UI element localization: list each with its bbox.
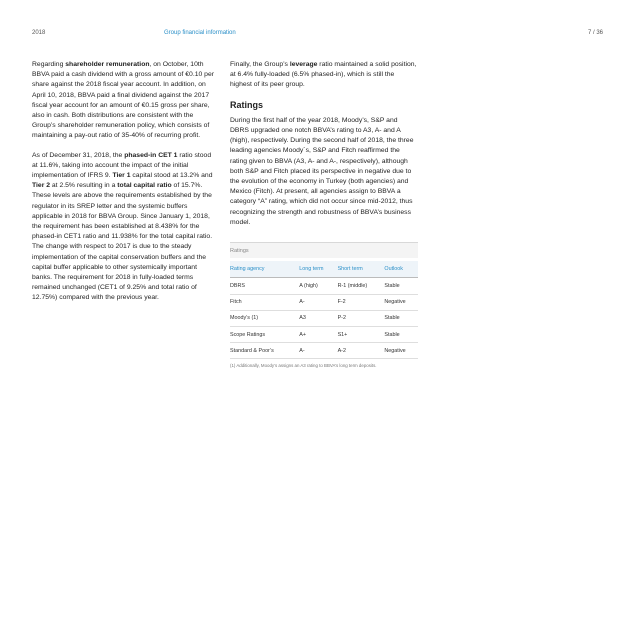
table-cell: Negative: [384, 343, 418, 359]
bold-term: Tier 1: [112, 172, 131, 180]
text-run: ratio maintained a solid position, at 6.4% fully-loaded (6.5% phased-in), which is still the highest of its peer group.: [230, 61, 417, 89]
table-row: [230, 294, 418, 310]
table-row: [230, 327, 418, 343]
column-header: Outlook: [384, 261, 418, 278]
table-cell: DBRS: [230, 278, 299, 294]
left-column: [32, 60, 214, 313]
text-run: As of December 31, 2018, the: [32, 151, 125, 159]
shareholder-remuneration-paragraph: [32, 60, 214, 142]
table-cell: A (high): [299, 278, 337, 294]
text-run: Finally, the Group’s: [230, 61, 290, 68]
table-row: [230, 310, 418, 326]
bold-term: leverage: [289, 61, 318, 68]
table-cell: Stable: [384, 310, 418, 326]
table-row: [230, 343, 418, 359]
capital-ratio-paragraph: [32, 151, 214, 304]
table-cell: Scope Ratings: [230, 327, 299, 343]
text-run: ratio stood at 11.6%, taking into account the impact of the initial implementation of IFRS 9.: [32, 151, 212, 180]
section-title: Group financial information: [164, 30, 236, 36]
report-year: 2018: [32, 30, 46, 36]
table-cell: A3: [299, 310, 337, 326]
bold-term: phased-in CET 1: [124, 151, 178, 159]
table-cell: Fitch: [230, 294, 299, 310]
column-header: Short term: [338, 261, 385, 278]
table-cell: A-: [299, 294, 337, 310]
table-cell: F-2: [338, 294, 385, 310]
text-run: at 2.5% resulting in a: [50, 182, 118, 190]
ratings-table: [230, 261, 418, 359]
table-cell: A-2: [338, 343, 385, 359]
table-cell: S1+: [338, 327, 385, 343]
table-cell: Stable: [384, 327, 418, 343]
ratings-table-title: Ratings: [230, 242, 418, 258]
column-header: Long term: [299, 261, 337, 278]
text-run: Regarding: [32, 61, 66, 68]
column-header: Rating agency: [230, 261, 299, 278]
table-cell: A+: [299, 327, 337, 343]
text-run: capital stood at 13.2% and: [130, 172, 213, 180]
table-cell: Standard & Poor’s: [230, 343, 299, 359]
table-header-row: [230, 261, 418, 278]
right-column: [230, 60, 418, 372]
ratings-paragraph: During the first half of the year 2018, Moody’s, S&P and DBRS upgraded one notch BBVA’s rating to A3, A- and A (high), respectively. During the second half of 2018, the three leading agencies Moody´s, S&P and Fitch reaffirmed the rating given to BBVA (A3, A- and A-, respectively), although both S&P and Fitch placed its perspective in negative due to the evolution of the economy in Turkey (both agencies) and Mexico (Fitch). At present, all agencies assign to BBVA a category “A” rating, which did not occur since mid-2012, thus recognizing the strength and robustness of BBVA’s business model.: [230, 116, 414, 226]
table-cell: Negative: [384, 294, 418, 310]
table-cell: R-1 (middle): [338, 278, 385, 294]
table-row: [230, 278, 418, 294]
table-cell: A-: [299, 343, 337, 359]
leverage-paragraph: [230, 60, 418, 91]
table-footnote: (1) Additionally, Moody’s assigns an A3 rating to BBVA’s long term deposits.: [230, 363, 377, 369]
page-number: 7 / 36: [588, 30, 604, 36]
bold-term: shareholder remuneration: [65, 61, 150, 68]
table-cell: Moody’s (1): [230, 310, 299, 326]
text-run: of 15.7%. These levels are above the requirements established by the regulator in its SREP letter and the systemic buffers applicable in 2018 for BBVA Group. Since January 1, 2018, the requirement has been established at 8.438% for the phased-in CET1 ratio and 11.938% for the total capital ratio. The change with respect to 2017 is due to the steady implementation of the capital conservation buffers and the capital buffer applicable to other systemically important banks. The requirement for 2018 in fully-loaded terms remained unchanged (CET1 of 9.25% and total ratio of 12.75%) compared with the previous year.: [32, 182, 213, 302]
table-cell: P-2: [338, 310, 385, 326]
bold-term: total capital ratio: [117, 182, 172, 190]
ratings-heading: Ratings: [230, 99, 264, 110]
bold-term: Tier 2: [32, 182, 51, 190]
text-run: , on October, 10th BBVA paid a cash dividend with a gross amount of €0.10 per share against the 2018 fiscal year account. In addition, on April 10, 2018, BBVA paid a final dividend against the 2017 fiscal year account for an amount of €0.15 gross per share, also in cash. Both distributions are consistent with the Group’s shareholder remuneration policy, which consists of maintaining a pay-out ratio of 35-40% of recurring profit.: [32, 61, 214, 140]
table-cell: Stable: [384, 278, 418, 294]
